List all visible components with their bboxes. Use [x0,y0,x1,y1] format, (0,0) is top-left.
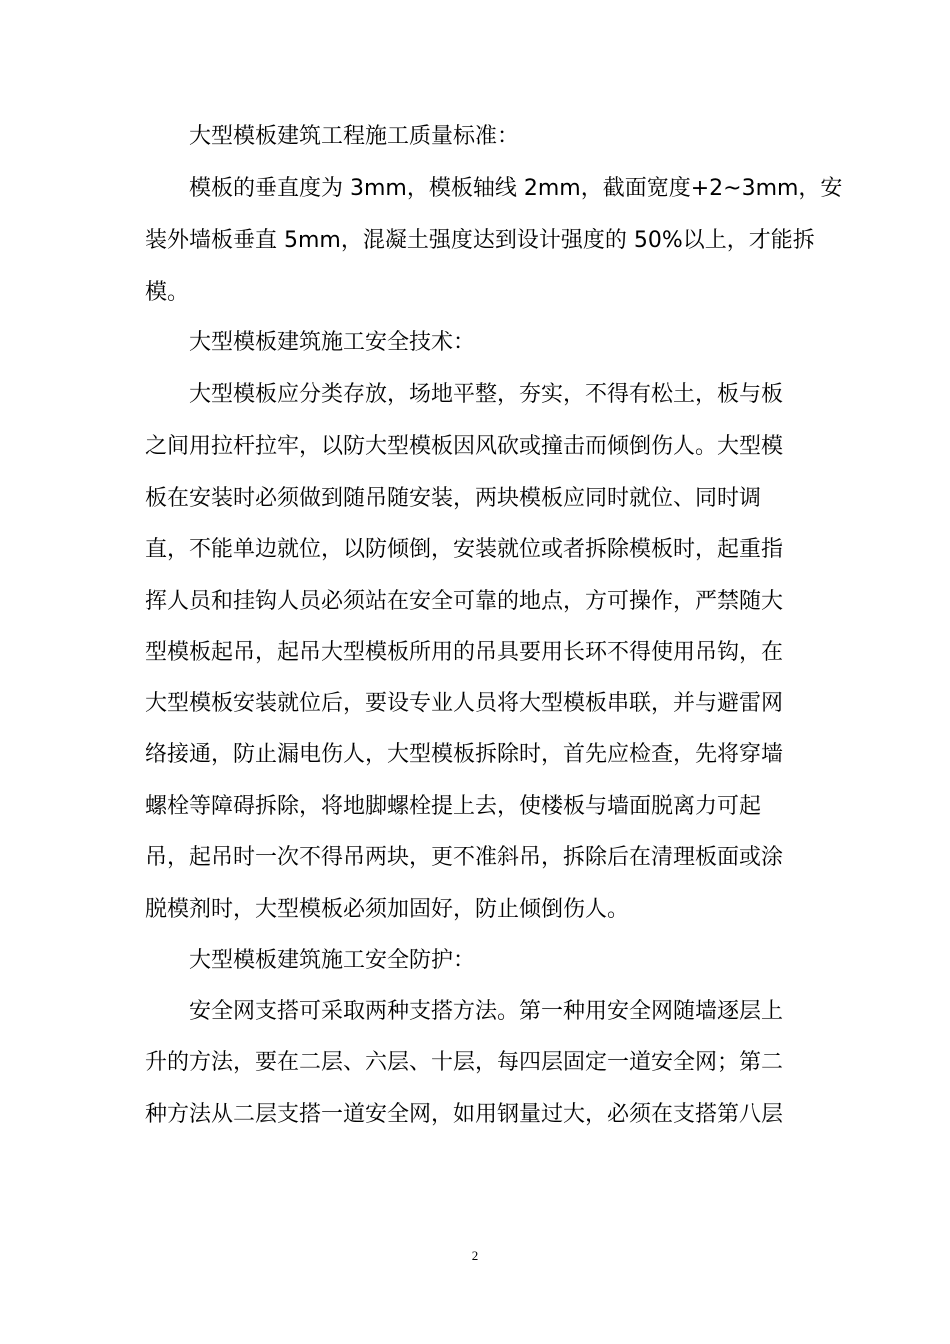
text-line: 型模板起吊，起吊大型模板所用的吊具要用长环不得使用吊钩，在 [145,640,784,665]
text-line: 种方法从二层支搭一道安全网，如用钢量过大，必须在支搭第八层 [145,1102,784,1127]
heading-safety-technique: 大型模板建筑施工安全技术： [145,330,476,355]
text-line: 挥人员和挂钩人员必须站在安全可靠的地点，方可操作，严禁随大 [145,589,784,614]
text-line: 模板的垂直度为 3mm，模板轴线 2mm，截面宽度+2~3mm，安 [145,176,843,201]
page-number: 2 [471,1248,479,1263]
text-line: 板在安装时必须做到随吊随安装，两块模板应同时就位、同时调 [145,486,762,511]
text-line: 吊，起吊时一次不得吊两块，更不准斜吊，拆除后在清理板面或涂 [145,845,784,870]
heading-safety-protection: 大型模板建筑施工安全防护： [145,948,476,973]
text-line: 螺栓等障碍拆除，将地脚螺栓提上去，使楼板与墙面脱离力可起 [145,794,762,819]
text-line: 直，不能单边就位，以防倾倒，安装就位或者拆除模板时，起重指 [145,537,784,562]
text-line: 大型模板安装就位后，要设专业人员将大型模板串联，并与避雷网 [145,691,784,716]
text-line: 安全网支搭可采取两种支搭方法。第一种用安全网随墙逐层上 [145,999,784,1024]
text-line: 络接通，防止漏电伤人，大型模板拆除时，首先应检查，先将穿墙 [145,742,784,767]
heading-quality-standard: 大型模板建筑工程施工质量标准： [145,124,520,149]
text-line: 装外墙板垂直 5mm，混凝土强度达到设计强度的 50%以上，才能拆 [145,228,815,253]
text-line: 模。 [145,280,190,305]
text-line: 升的方法，要在二层、六层、十层，每四层固定一道安全网；第二 [145,1050,784,1075]
text-line: 大型模板应分类存放，场地平整，夯实，不得有松土，板与板 [145,382,784,407]
text-line: 之间用拉杆拉牢，以防大型模板因风砍或撞击而倾倒伤人。大型模 [145,434,784,459]
text-line: 脱模剂时，大型模板必须加固好，防止倾倒伤人。 [145,897,630,922]
